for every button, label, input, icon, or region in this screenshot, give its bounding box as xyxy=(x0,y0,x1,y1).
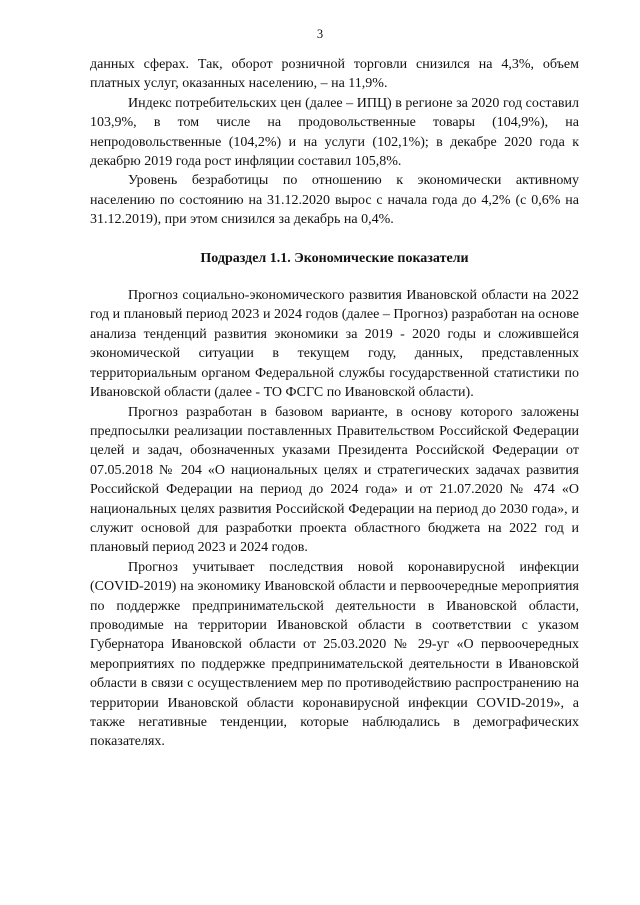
paragraph-covid-impact: Прогноз учитывает последствия новой коронавирусной инфекции (COVID-2019) на экономику Ивановской области и первоочередные мероприятия по поддержке предпринимательской деятельности в Ивановской области, проводимые на территории Ивановской области в соответствии с указом Губернатора Ивановской области от 25.03.2020 № 29-уг «О первоочередных мероприятиях по поддержке предпринимательской деятельности в Ивановской области в связи с осуществлением мер по противодействию распространению на территории Ивановской области коронавирусной инфекции COVID-2019», а также негативные тенденции, которые наблюдались в демографических показателях. xyxy=(90,559,579,750)
section-heading: Подраздел 1.1. Экономические показатели xyxy=(200,250,469,266)
paragraph-retail-services: данных сферах. Так, оборот розничной торговли снизился на 4,3%, объем платных услуг, оказанных населению, – на 11,9%. xyxy=(90,57,579,92)
paragraph-unemployment: Уровень безработицы по отношению к экономически активному населению по состоянию на 31.12.2020 вырос с начала года до 4,2% (с 0,6% на 31.12.2019), при этом снизился за декабрь на 0,4%. xyxy=(90,173,579,228)
page-number: 3 xyxy=(316,27,324,41)
paragraph-consumer-price-index: Индекс потребительских цен (далее – ИПЦ) в регионе за 2020 год составил 103,9%, в том числе на продовольственные товары (104,9%), на непродовольственные (104,2%) и на услуги (102,1%); в декабре 2020 года к декабрю 2019 года рост инфляции составил 105,8%. xyxy=(90,95,579,170)
page-body xyxy=(90,55,579,752)
paragraph-forecast-basis: Прогноз социально-экономического развития Ивановской области на 2022 год и плановый период 2023 и 2024 годов (далее – Прогноз) разработан на основе анализа тенденций развития экономики за 2019 - 2020 годы и сложившейся экономической ситуации в текущем году, данных, представленных территориальным органом Федеральной службы государственной статистики по Ивановской области (далее - ТО ФСГС по Ивановской области). xyxy=(90,288,579,401)
paragraph-forecast-variant: Прогноз разработан в базовом варианте, в основу которого заложены предпосылки реализации поставленных Правительством Российской Федерации целей и задач, обозначенных указами Президента Российской Федерации от 07.05.2018 № 204 «О национальных целях и стратегических задачах развития Российской Федерации на период до 2024 года» и от 21.07.2020 № 474 «О национальных целях развития Российской Федерации на период до 2030 года», и служит основой для разработки проекта областного бюджета на 2022 год и плановый период 2023 и 2024 годов. xyxy=(90,404,579,556)
